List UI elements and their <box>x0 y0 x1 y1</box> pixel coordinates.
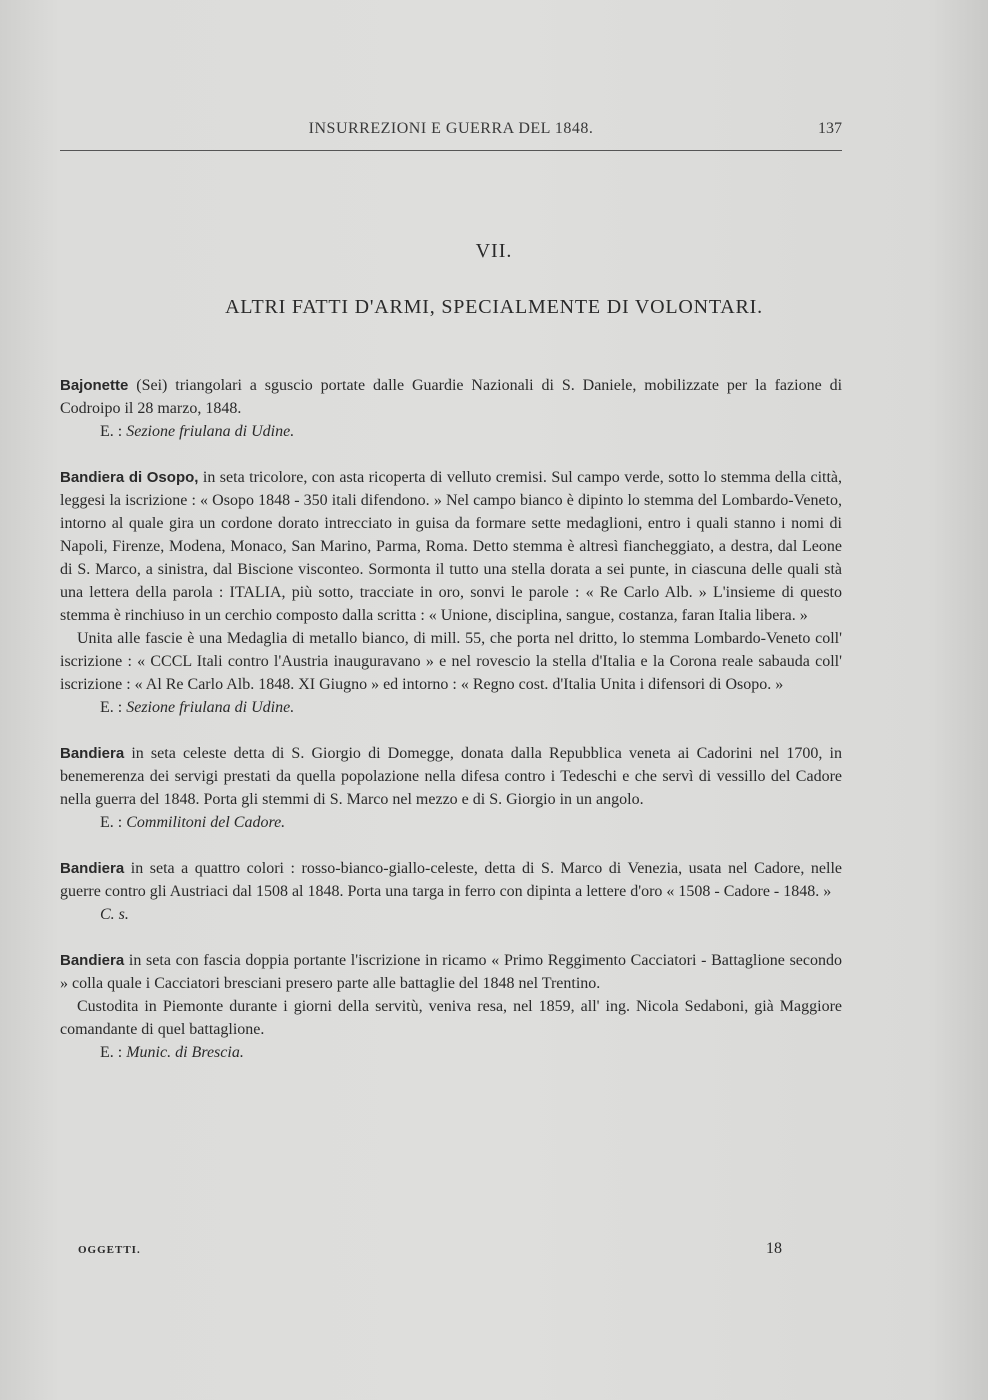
source-label: E. : <box>100 814 123 831</box>
source-label: E. : <box>100 423 123 440</box>
entry-description: in seta con fascia doppia portante l'iscrizione in ricamo « Primo Reggimento Cacciatori - Battaglione secondo » colla quale i Cacciatori bresciani presero parte alle battaglie del 1848 nel Trentino. <box>60 952 843 992</box>
entry-description: in seta a quattro colori : rosso-bianco-giallo-celeste, detta di S. Marco di Venezia, usata nel Cadore, nelle guerre contro gli Austriaci dal 1508 al 1848. Porta una targa in ferro con dipinta a lettere d'oro « 1508 - Cadore - 1848. » <box>60 860 842 900</box>
entry-source <box>60 811 842 834</box>
entry-description: in seta tricolore, con asta ricoperta di velluto cremisi. Sul campo verde, sotto lo stemma della città, leggesi la iscrizione : « Osopo 1848 - 350 itali difendono. » Nel campo bianco è dipinto lo stemma del Lombardo-Veneto, intorno al quale gira un cordone dorato intrecciato in guisa da formare sette medaglioni, entro i quali stanno i nomi di Napoli, Firenze, Modena, Monaco, San Marino, Parma, Roma. Detto stemma è altresì fiancheggiato, a destra, dal Leone di S. Marco, a sinistra, dal Biscione visconteo. Sormonta il tutto una stella dorata a sei punte, in ciascuna delle quali stà una lettera della parola : ITALIA, più sotto, tracciate in oro, sonvi le parole : « Re Carlo Alb. » L'insieme di questo stemma è rinchiuso in un cerchio composto dalla scritta : « Unione, disciplina, sangue, costanza, faran Italia libera. » <box>60 469 843 624</box>
chapter-title: ALTRI FATTI D'ARMI, SPECIALMENTE DI VOLONTARI. <box>225 296 763 318</box>
entry-text-block <box>60 374 842 420</box>
entry-text-block <box>60 857 842 903</box>
catalog-entry <box>60 949 842 1064</box>
entry-text-block <box>60 466 842 627</box>
chapter-number: VII. <box>475 240 513 262</box>
source-name: Munic. di Brescia. <box>126 1044 244 1061</box>
source-name: Commilitoni del Cadore. <box>126 814 286 831</box>
entry-source <box>60 903 842 926</box>
entry-heading: Bandiera <box>60 952 125 969</box>
entry-description: in seta celeste detta di S. Giorgio di Domegge, donata dalla Repubblica veneta ai Cadorini nel 1700, in benemerenza dei servigi prestati da quella popolazione nella difesa contro i Tedeschi e che servì di vessillo del Cadore nella guerra del 1848. Porta gli stemmi di S. Marco nel mezzo e di S. Giorgio in un angolo. <box>60 745 842 808</box>
signature-mark: OGGETTI. <box>78 1244 141 1256</box>
entry-source <box>60 1041 842 1064</box>
entry-heading: Bandiera <box>60 745 125 762</box>
header-rule <box>60 150 842 151</box>
entry-continuation: Unita alle fascie è una Medaglia di metallo bianco, di mill. 55, che porta nel dritto, lo stemma Lombardo-Veneto coll' iscrizione : « CCCL Itali contro l'Austria inauguravano » e nel rovescio la stella d'Italia e la Corona reale sabauda coll' iscrizione : « Al Re Carlo Alb. 1848. XI Giugno » ed intorno : « Regno cost. d'Italia Unita i difensori di Osopo. » <box>60 630 842 693</box>
entry-heading: Bandiera <box>60 860 125 877</box>
source-label: E. : <box>100 1044 123 1061</box>
signature-number: 18 <box>766 1240 782 1257</box>
source-name: Sezione friulana di Udine. <box>126 699 295 716</box>
page-number: 137 <box>818 120 842 137</box>
entry-continuation: Custodita in Piemonte durante i giorni della servitù, veniva resa, nel 1859, all' ing. Nicola Sedaboni, già Maggiore comandante di quel battaglione. <box>60 998 842 1038</box>
running-title: INSURREZIONI E GUERRA DEL 1848. <box>308 120 594 137</box>
source-label: E. : <box>100 699 123 716</box>
source-name: Sezione friulana di Udine. <box>126 423 295 440</box>
running-head <box>60 120 842 144</box>
catalog-entry <box>60 466 842 719</box>
catalog-entry <box>60 857 842 926</box>
entry-heading: Bajonette <box>60 377 129 394</box>
source-name: C. s. <box>100 906 129 923</box>
catalog-entry <box>60 742 842 834</box>
entry-description: (Sei) triangolari a sguscio portate dalle Guardie Nazionali di S. Daniele, mobilizzate per la fazione di Codroipo il 28 marzo, 1848. <box>60 377 843 417</box>
entry-source <box>60 696 842 719</box>
page-footer <box>78 1240 782 1262</box>
entry-heading: Bandiera di Osopo, <box>60 469 199 486</box>
entry-text-block <box>60 742 842 811</box>
entry-text-block <box>60 949 842 995</box>
catalog-entry <box>60 374 842 443</box>
entry-source <box>60 420 842 443</box>
catalog-body <box>60 374 842 1087</box>
